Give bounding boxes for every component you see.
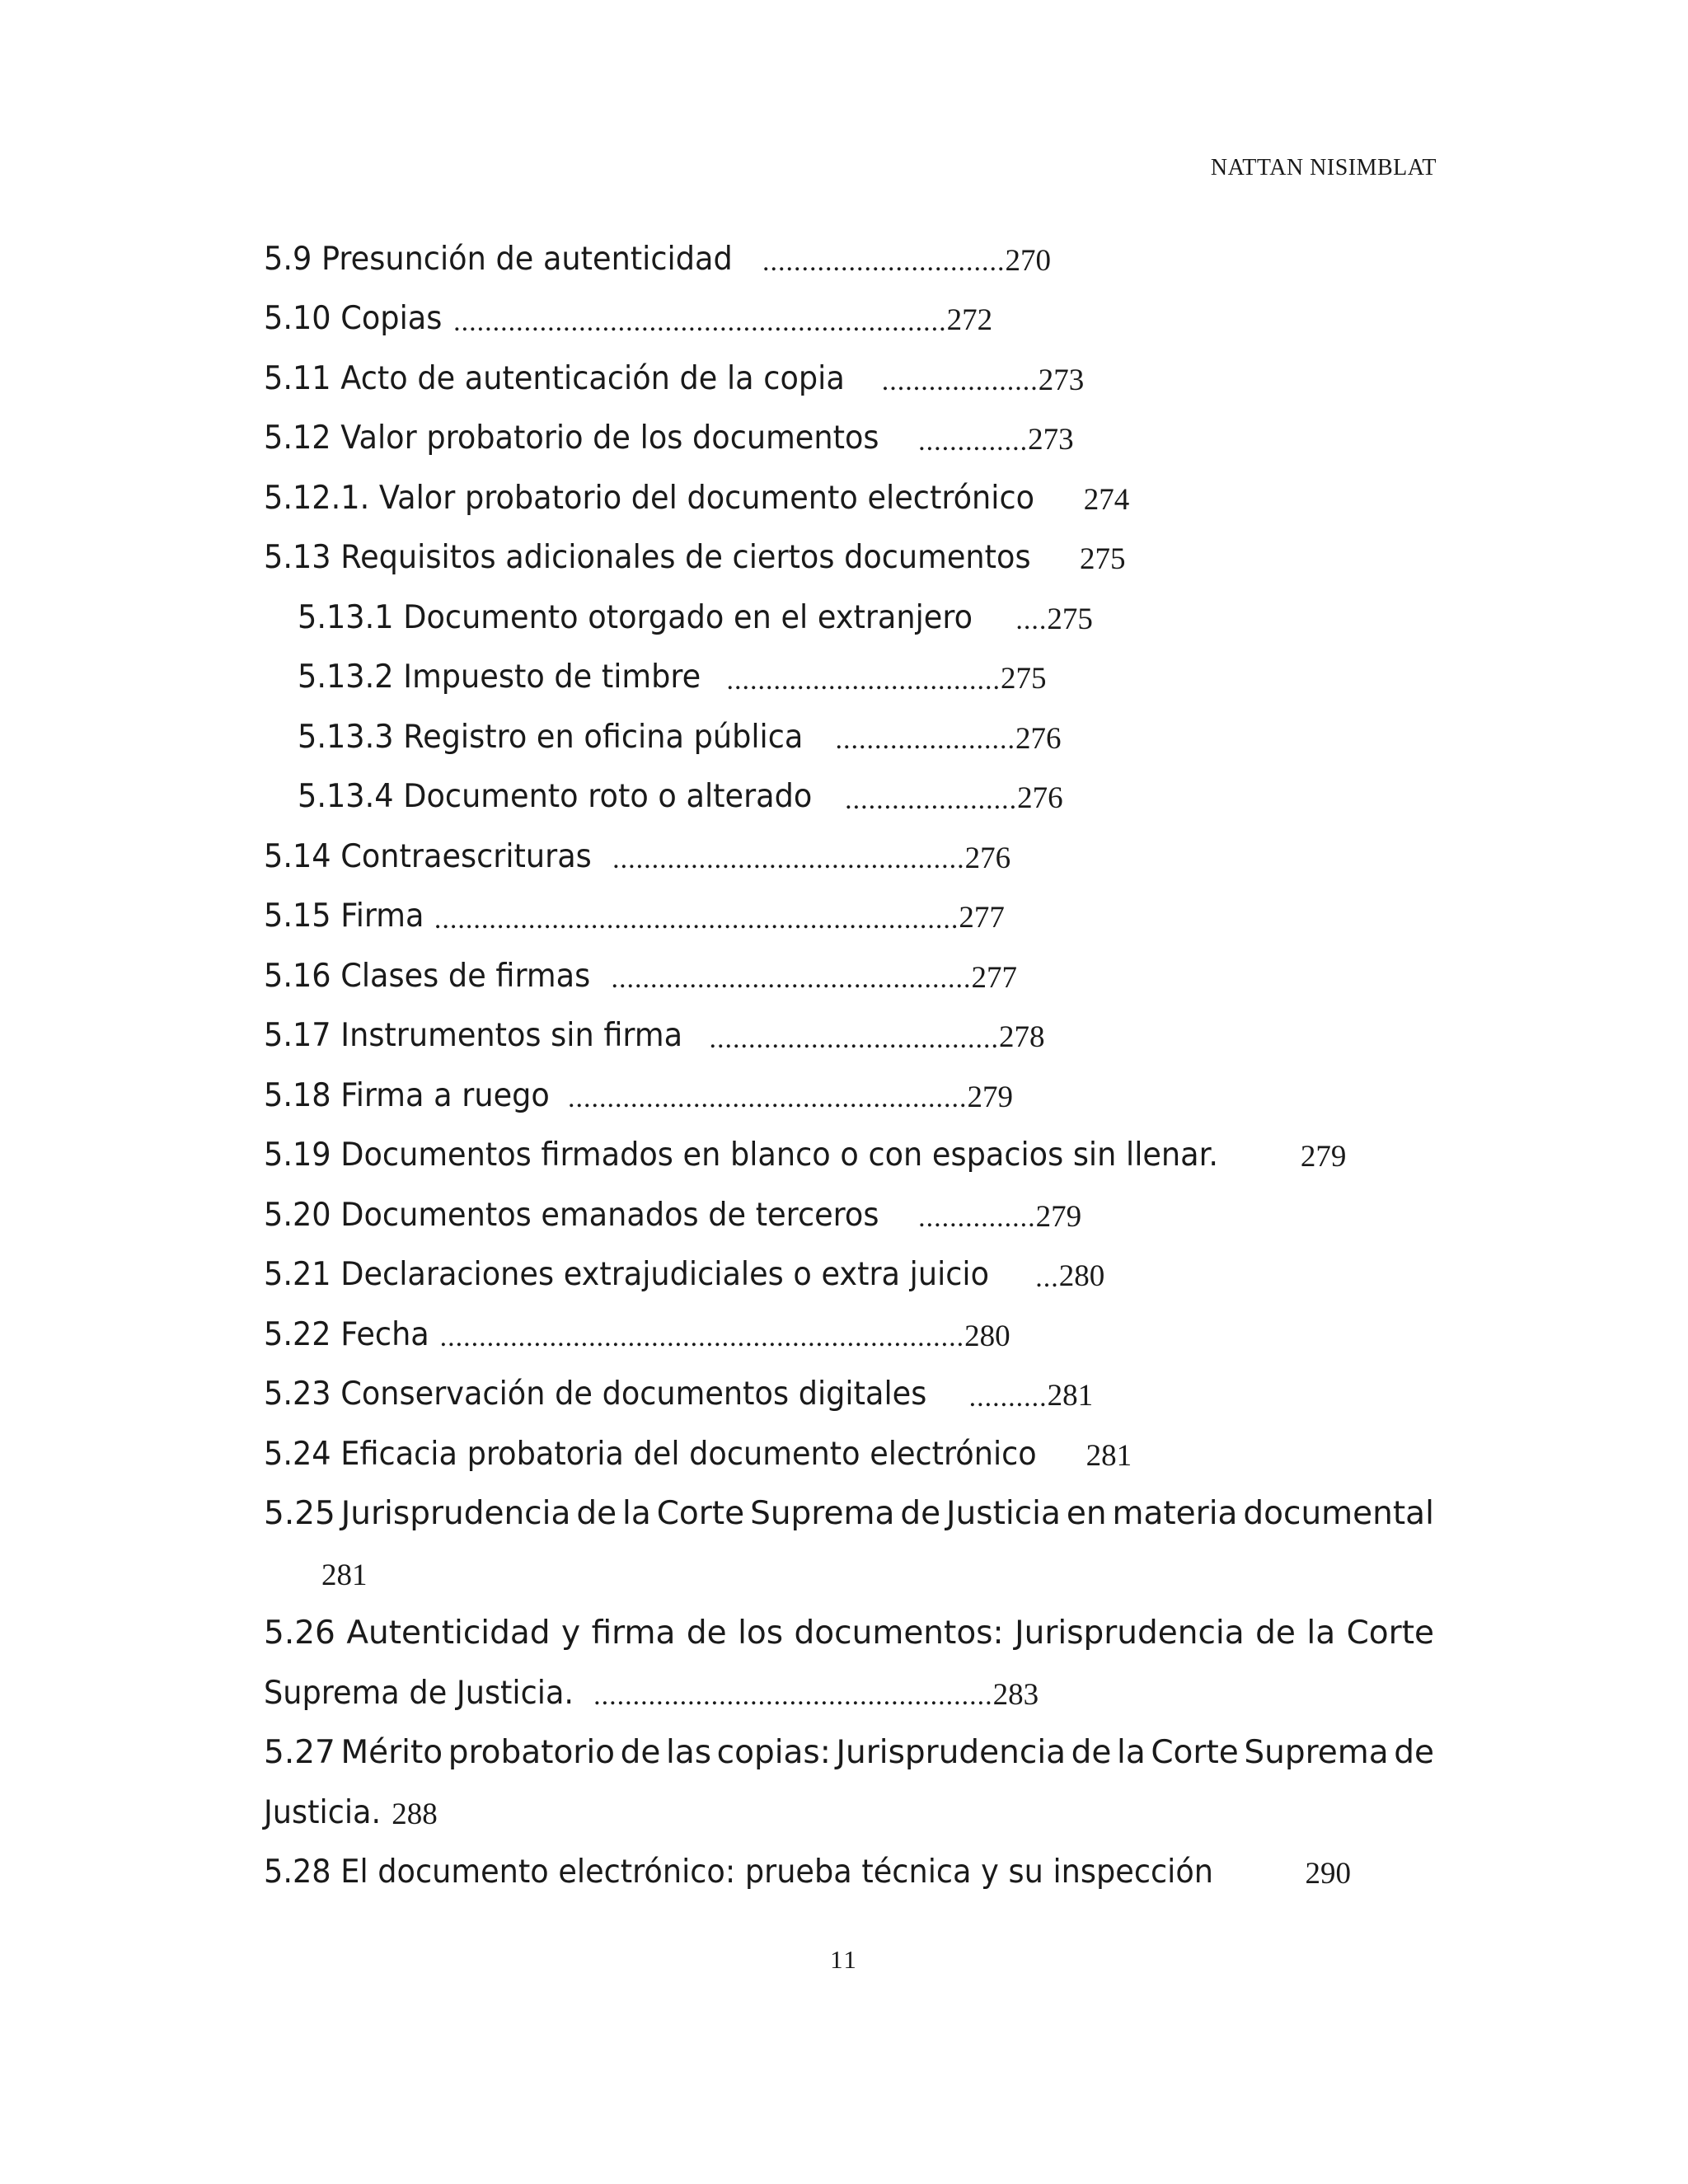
toc-entry-page: 273 [1038,363,1085,397]
toc-entry-page: 275 [1000,662,1047,696]
toc-word: 5.25 [264,1495,335,1533]
toc-entry-page: 273 [1028,423,1074,457]
toc-entry-page: 288 [392,1797,438,1831]
toc-leader-dots: ....................... [835,724,1015,756]
toc-entry-page: 281 [1047,1379,1094,1413]
toc-entry [264,468,1434,528]
toc-entry [264,409,1434,469]
toc-leader-dots: ................................................................... [439,1322,965,1353]
toc-entry [264,229,1434,289]
toc-entry-continuation [264,1663,1434,1723]
toc-entry-page: 283 [992,1677,1039,1712]
toc-entry-page: 281 [321,1558,368,1592]
toc-entry-label: 5.19 Documentos firmados en blanco o con espacios sin llenar. [264,1137,1219,1174]
toc-leader-dots: ...................... [845,784,1018,815]
toc-entry-page: 276 [1017,781,1063,816]
toc-leader-dots: ................................................... [567,1083,968,1114]
toc-word: de [1394,1734,1434,1772]
toc-entry-label: 5.15 Firma [264,898,424,935]
toc-leader-dots: .......... [968,1381,1048,1413]
toc-entry-page: 278 [998,1020,1045,1055]
toc-word: la [1117,1734,1146,1772]
toc-word: Corte [1346,1615,1434,1652]
toc-leader-dots: ... [1035,1262,1059,1293]
toc-entry-page: 279 [1035,1199,1082,1234]
toc-word: la [622,1495,651,1533]
toc-entry [264,827,1434,887]
toc-entry-label: Justicia. [264,1793,382,1831]
toc-entry-page: 280 [1058,1259,1105,1294]
toc-word: Jurisprudencia [340,1495,571,1533]
toc-entry-label: Suprema de Justicia. [264,1674,574,1712]
toc-entry [264,887,1434,947]
toc-word: 5.26 [264,1615,335,1652]
toc-entry-page: 275 [1079,542,1126,577]
toc-entry-page: 279 [967,1080,1013,1114]
toc-entry-label: 5.12.1. Valor probatorio del documento electrónico [264,479,1035,517]
toc-leader-dots: .............................................. [611,963,972,995]
toc-word: Jurisprudencia [1015,1615,1245,1652]
toc-leader-dots: ................................................... [593,1680,993,1712]
toc-entry-label: 5.13 Requisitos adicionales de ciertos documentos [264,539,1031,577]
toc-entry-label: 5.18 Firma a ruego [264,1076,550,1114]
toc-word: Corte [656,1495,745,1533]
toc-entry-label: 5.9 Presunción de autenticidad [264,240,733,278]
toc-entry-label: 5.10 Copias [264,300,443,338]
toc-subentry [264,588,1434,648]
toc-entry [264,1185,1434,1245]
toc-entry-label: 5.17 Instrumentos sin firma [264,1017,683,1055]
toc-word: materia [1112,1495,1238,1533]
toc-word: Jurisprudencia [836,1734,1067,1772]
toc-entry-label: 5.20 Documentos emanados de terceros [264,1196,879,1234]
toc-entry [264,528,1434,588]
toc-entry-page: 275 [1047,602,1093,636]
toc-entry-wrapped [264,1723,1434,1783]
toc-entry [264,1066,1434,1126]
toc-entry-label: 5.24 Eficacia probatoria del documento electrónico [264,1435,1037,1473]
toc-entry-page: 281 [1085,1438,1132,1473]
toc-entry [264,1424,1434,1484]
toc-entry-page: 276 [964,841,1011,875]
toc-word: documentos: [794,1615,1004,1652]
toc-entry-label: 5.21 Declaraciones extrajudiciales o extra juicio [264,1256,990,1294]
toc-entry-label: 5.13.4 Documento roto o alterado [298,778,813,816]
toc-entry [264,1305,1434,1365]
toc-entry-label: 5.12 Valor probatorio de los documentos [264,419,879,457]
toc-entry [264,289,1434,349]
toc-leader-dots: ............... [918,1202,1036,1234]
toc-entry-page: 277 [959,901,1005,935]
toc-word: Justicia [946,1495,1061,1533]
toc-word: de [620,1734,661,1772]
page-number: 11 [830,1945,858,1974]
toc-subentry [264,648,1434,708]
toc-word: copias: [716,1734,831,1772]
toc-entry-continuation [264,1783,1434,1843]
toc-entry-label: 5.13.3 Registro en oficina pública [298,718,804,756]
toc-entry-label: 5.13.2 Impuesto de timbre [298,658,701,696]
toc-word: Suprema [750,1495,895,1533]
toc-entry-label: 5.14 Contraescrituras [264,837,592,875]
toc-word: de [576,1495,617,1533]
toc-word: firma [591,1615,676,1652]
toc-entry-wrapped [264,1484,1434,1544]
running-header: NATTAN NISIMBLAT [1210,155,1437,180]
toc-entry [264,946,1434,1006]
toc-entry [264,1843,1434,1903]
toc-leader-dots: .... [1015,605,1048,636]
toc-subentry [264,767,1434,827]
toc-word: y [561,1615,581,1652]
toc-leader-dots: ................................................................... [434,903,959,935]
toc-word: Autenticidad [346,1615,551,1652]
toc-leader-dots: ............................................................... [453,306,947,337]
toc-entry-label: 5.22 Fecha [264,1315,429,1353]
toc-word: de [900,1495,941,1533]
toc-entry-label: 5.16 Clases de firmas [264,957,591,995]
table-of-contents [264,229,1434,1902]
toc-leader-dots: ................................... [726,664,1001,696]
toc-word: de [1071,1734,1112,1772]
toc-subentry [264,707,1434,767]
toc-entry-label: 5.13.1 Documento otorgado en el extranjero [298,598,973,636]
toc-word: 5.27 [264,1734,335,1772]
toc-entry-page: 274 [1083,482,1130,517]
toc-leader-dots: ..................................... [709,1023,999,1054]
toc-word: Mérito [340,1734,443,1772]
toc-entry-page: 280 [964,1319,1010,1353]
toc-entry-label: 5.11 Acto de autenticación de la copia [264,359,845,397]
toc-word: la [1306,1615,1336,1652]
toc-entry [264,1245,1434,1305]
toc-entry-continuation [264,1544,1434,1604]
toc-entry-page: 276 [1015,721,1062,756]
toc-entry [264,1126,1434,1186]
toc-entry-page: 290 [1305,1857,1352,1891]
toc-word: de [686,1615,727,1652]
toc-leader-dots: .............. [918,425,1029,457]
toc-word: de [1255,1615,1296,1652]
toc-word: Corte [1151,1734,1239,1772]
toc-leader-dots: .................... [881,366,1039,397]
toc-word: los [738,1615,784,1652]
toc-leader-dots: ............................................. [612,844,965,875]
toc-entry-page: 270 [1005,243,1052,278]
toc-word: documental [1243,1495,1434,1533]
toc-word: Suprema [1244,1734,1389,1772]
toc-entry-wrapped [264,1604,1434,1664]
toc-entry [264,1365,1434,1425]
toc-entry-label: 5.28 El documento electrónico: prueba técnica y su inspección [264,1854,1213,1891]
toc-word: en [1066,1495,1107,1533]
toc-word: probatorio [448,1734,616,1772]
toc-entry-page: 272 [946,303,993,338]
toc-leader-dots: ............................... [762,246,1006,278]
toc-entry [264,349,1434,409]
toc-word: las [665,1734,712,1772]
toc-entry-label: 5.23 Conservación de documentos digitales [264,1376,927,1413]
toc-entry [264,1006,1434,1066]
toc-entry-page: 279 [1300,1140,1347,1174]
toc-entry-page: 277 [971,960,1017,995]
